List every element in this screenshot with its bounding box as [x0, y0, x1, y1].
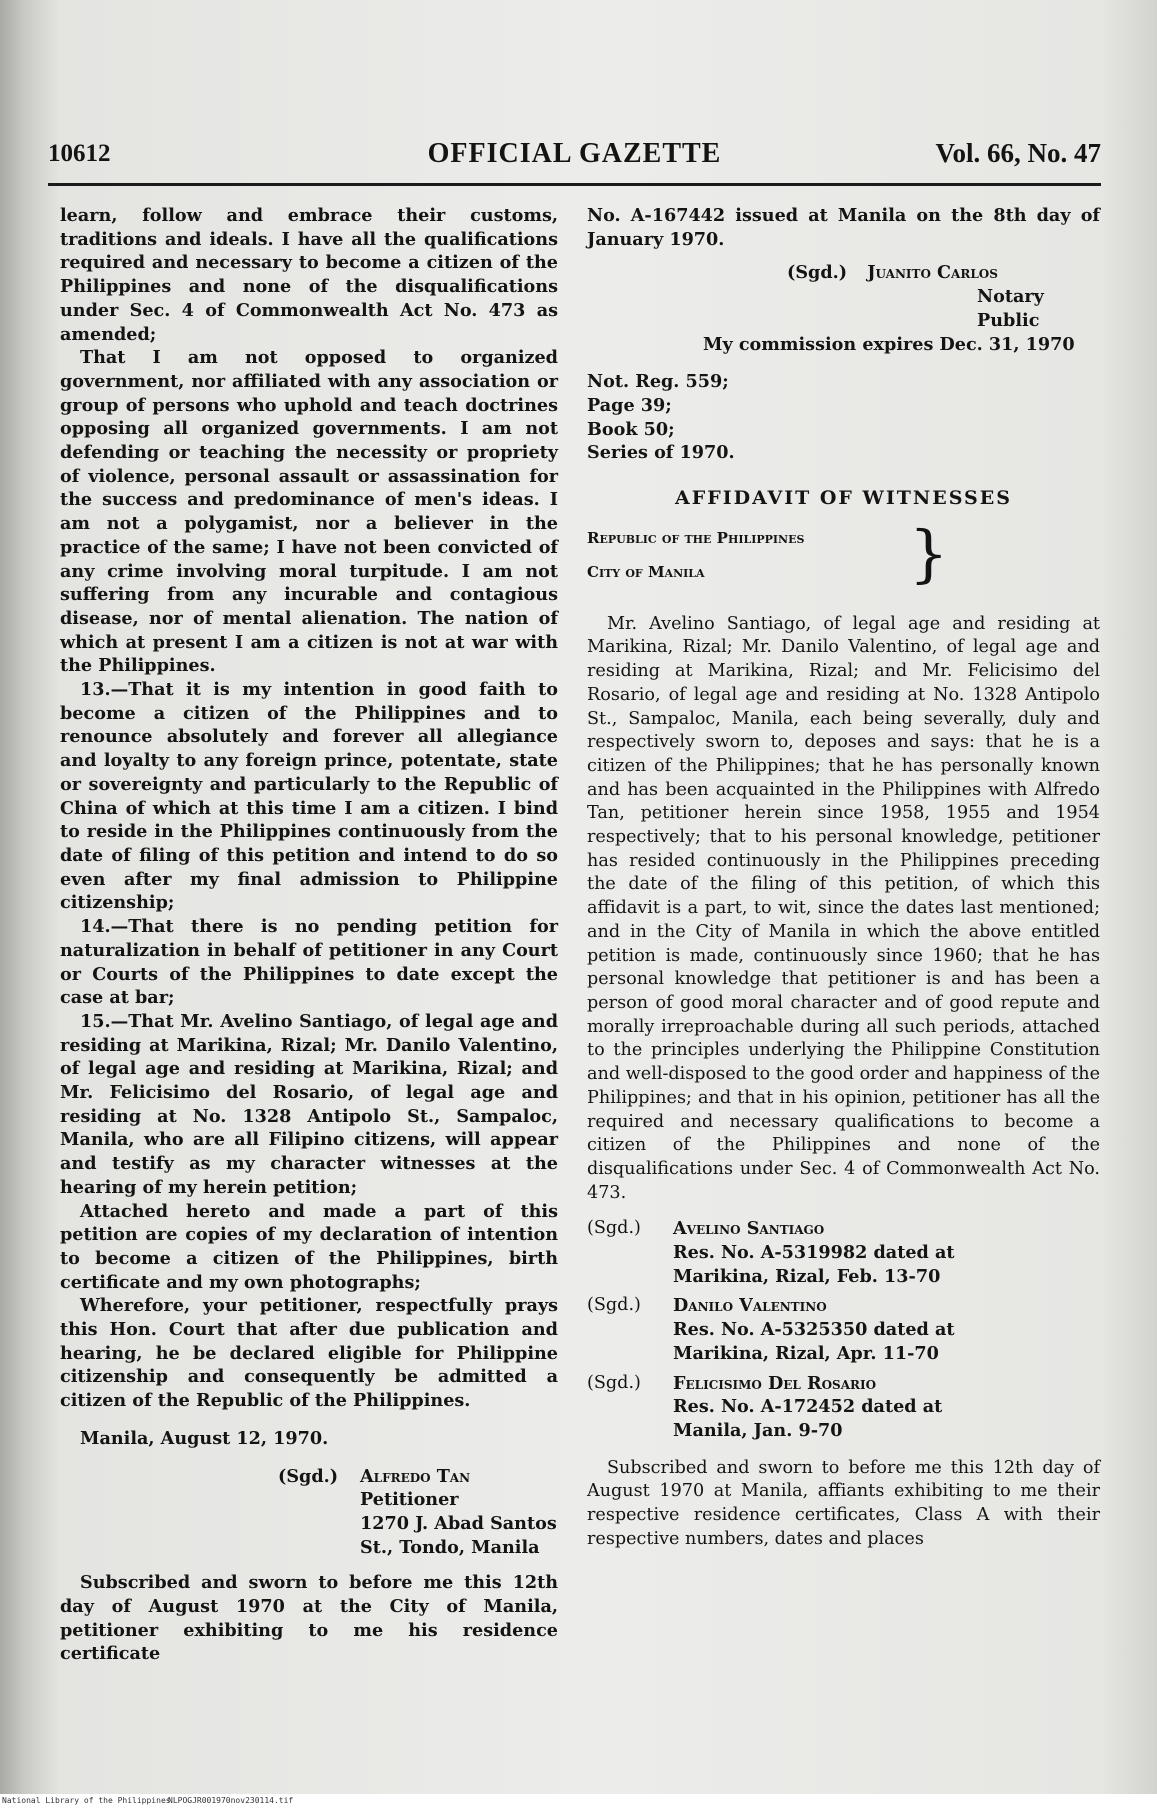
sgd-mark: (Sgd.): [787, 262, 848, 284]
witness-signature: [587, 1372, 1100, 1443]
notary-commission: My commission expires Dec. 31, 1970: [703, 333, 1075, 355]
witness-signature: [587, 1217, 1100, 1288]
witness-place: Marikina, Rizal, Feb. 13-70: [673, 1265, 941, 1287]
gazette-title: OFFICIAL GAZETTE: [427, 138, 722, 169]
witness-signature: [587, 1294, 1100, 1365]
witness-name: Felicisimo Del Rosario: [673, 1372, 877, 1394]
petitioner-signature: [278, 1465, 558, 1560]
witness-place: Marikina, Rizal, Apr. 11-70: [673, 1342, 939, 1364]
footer-source: National Library of the Philippines: [2, 1796, 171, 1805]
witness-res: Res. No. A-172452 dated at: [673, 1396, 943, 1418]
closing-paragraph: Subscribed and sworn to before me this 12th day of August 1970 at Manila, affiants exhibiting to me their respective residence certificates, Class A with their respective numbers, dates and places: [587, 1457, 1100, 1549]
venue-country: Republic of the Philippines: [587, 528, 805, 547]
paragraph: 13.—That it is my intention in good faith to become a citizen of the Philippines and to renounce absolutely and forever all allegiance and loyalty to any foreign prince, potentate, state or sovereignty and particularly to the Republic of China of which at this time I am a citizen. I bind to reside in the Philippines continuously from the date of filing of this petition and intend to do so even after my final admission to Philippine citizenship;: [60, 679, 558, 914]
affidavit-title: AFFIDAVIT OF WITNESSES: [675, 487, 1012, 510]
sgd-mark: (Sgd.): [587, 1295, 641, 1316]
paragraph: That I am not opposed to organized government, nor affiliated with any association or group of persons who uphold and teach doctrines opposing all organized governments. I am not defending or teaching the necessity or propriety of violence, personal assault or assassination for the success and predominance of men's ideas. I am not a polygamist, nor a believer in the practice of the same; I have not been convicted of any crime involving moral turpitude. I am not suffering from any incurable and contagious disease, nor of mental alienation. The nation of which at present I am a citizen is not at war with the Philippines.: [60, 347, 558, 677]
register-line: Book 50;: [587, 418, 675, 440]
signer-title: Petitioner: [360, 1489, 459, 1511]
sgd-mark: (Sgd.): [587, 1218, 641, 1239]
witness-place: Manila, Jan. 9-70: [673, 1419, 843, 1441]
signer-name: Alfredo Tan: [360, 1465, 471, 1487]
right-column: [587, 204, 1100, 1551]
venue-city: City of Manila: [587, 562, 705, 581]
paragraph: 15.—That Mr. Avelino Santiago, of legal age and residing at Marikina, Rizal; Mr. Danilo Valentino, of legal age and residing at Marikina, Rizal; and Mr. Felicisimo del Rosario, of legal age and residing at No. 1328 Antipolo St., Sampaloc, Manila, who are all Filipino citizens, will appear and testify as my character witnesses at the hearing of my herein petition;: [60, 1010, 558, 1198]
register-line: Page 39;: [587, 394, 672, 416]
header-rule: [48, 183, 1101, 186]
paragraph: 14.—That there is no pending petition for naturalization in behalf of petitioner in any Court or Courts of the Philippines to date except the case at bar;: [60, 916, 558, 1009]
witness-res: Res. No. A-5319982 dated at: [673, 1242, 955, 1264]
sgd-mark: (Sgd.): [587, 1372, 641, 1393]
footer-file: NLPOGJR001970nov230114.tif: [168, 1796, 294, 1805]
affidavit-body: Mr. Avelino Santiago, of legal age and residing at Marikina, Rizal; Mr. Danilo Valentino, of legal age and residing at Marikina, Rizal; and Mr. Felicisimo del Rosario, of legal age and residing at No. 1328 Antipolo St., Sampaloc, Manila, each being severally, duly and respectively sworn to, deposes and says: that he is a citizen of the Philippines; that he has personally known and has been acquainted in the Philippines with Alfredo Tan, petitioner herein since 1958, 1955 and 1954 respectively; that to his personal knowledge, petitioner has resided continuously in the Philippines preceding the date of the filing of this petition, of which this affidavit is a part, to wit, since the dates last mentioned; and in the City of Manila in which the above entitled petition is made, continuously since 1960; that he has personal knowledge that petitioner is and has been a person of good moral character and of good repute and morally irreproachable during all such periods, attached to the principles underlying the Philippine Constitution and well-disposed to the good order and happiness of the Philippines; and that in his opinion, petitioner has all the required and necessary qualifications to become a citizen of the Philippines and none of the disqualifications under Sec. 4 of Commonwealth Act No. 473.: [587, 613, 1100, 1203]
paragraph: No. A-167442 issued at Manila on the 8th day of January 1970.: [587, 205, 1100, 250]
brace-icon: }: [909, 516, 949, 590]
witness-name: Danilo Valentino: [673, 1295, 827, 1317]
register-line: Not. Reg. 559;: [587, 371, 729, 393]
page-number: 10612: [48, 140, 111, 167]
left-column: [60, 204, 558, 1666]
witness-res: Res. No. A-5325350 dated at: [673, 1319, 955, 1341]
paragraph: Subscribed and sworn to before me this 12th day of August 1970 at the City of Manila, petitioner exhibiting to me his residence certificate: [60, 1572, 558, 1665]
paragraph: Wherefore, your petitioner, respectfully prays this Hon. Court that after due publication and hearing, he be declared eligible for Philippine citizenship and consequently be admitted a citizen of the Republic of the Philippines.: [60, 1295, 558, 1412]
sgd-mark: (Sgd.): [278, 1465, 339, 1487]
paragraph: learn, follow and embrace their customs, traditions and ideals. I have all the qualifications required and necessary to become a citizen of the Philippines and none of the disqualifications under Sec. 4 of Commonwealth Act No. 473 as amended;: [60, 205, 558, 345]
notary-title: Notary Public: [977, 286, 1044, 331]
volume-number: Vol. 66, No. 47: [935, 138, 1101, 168]
page-header: [48, 138, 1101, 178]
witness-name: Avelino Santiago: [673, 1218, 825, 1240]
paragraph: Attached hereto and made a part of this petition are copies of my declaration of intention to become a citizen of the Philippines, birth certificate and my own photographs;: [60, 1200, 558, 1293]
venue-block: [587, 516, 1100, 595]
date-line: Manila, August 12, 1970.: [80, 1427, 329, 1449]
notary-signature: [703, 261, 1100, 356]
notary-name: Juanito Carlos: [867, 262, 998, 284]
scan-footer: [0, 1794, 1157, 1808]
register-line: Series of 1970.: [587, 442, 735, 464]
notary-register: [587, 370, 1100, 465]
signer-address: 1270 J. Abad Santos: [360, 1512, 557, 1534]
signer-address: St., Tondo, Manila: [360, 1536, 540, 1558]
witness-list: [587, 1217, 1100, 1442]
